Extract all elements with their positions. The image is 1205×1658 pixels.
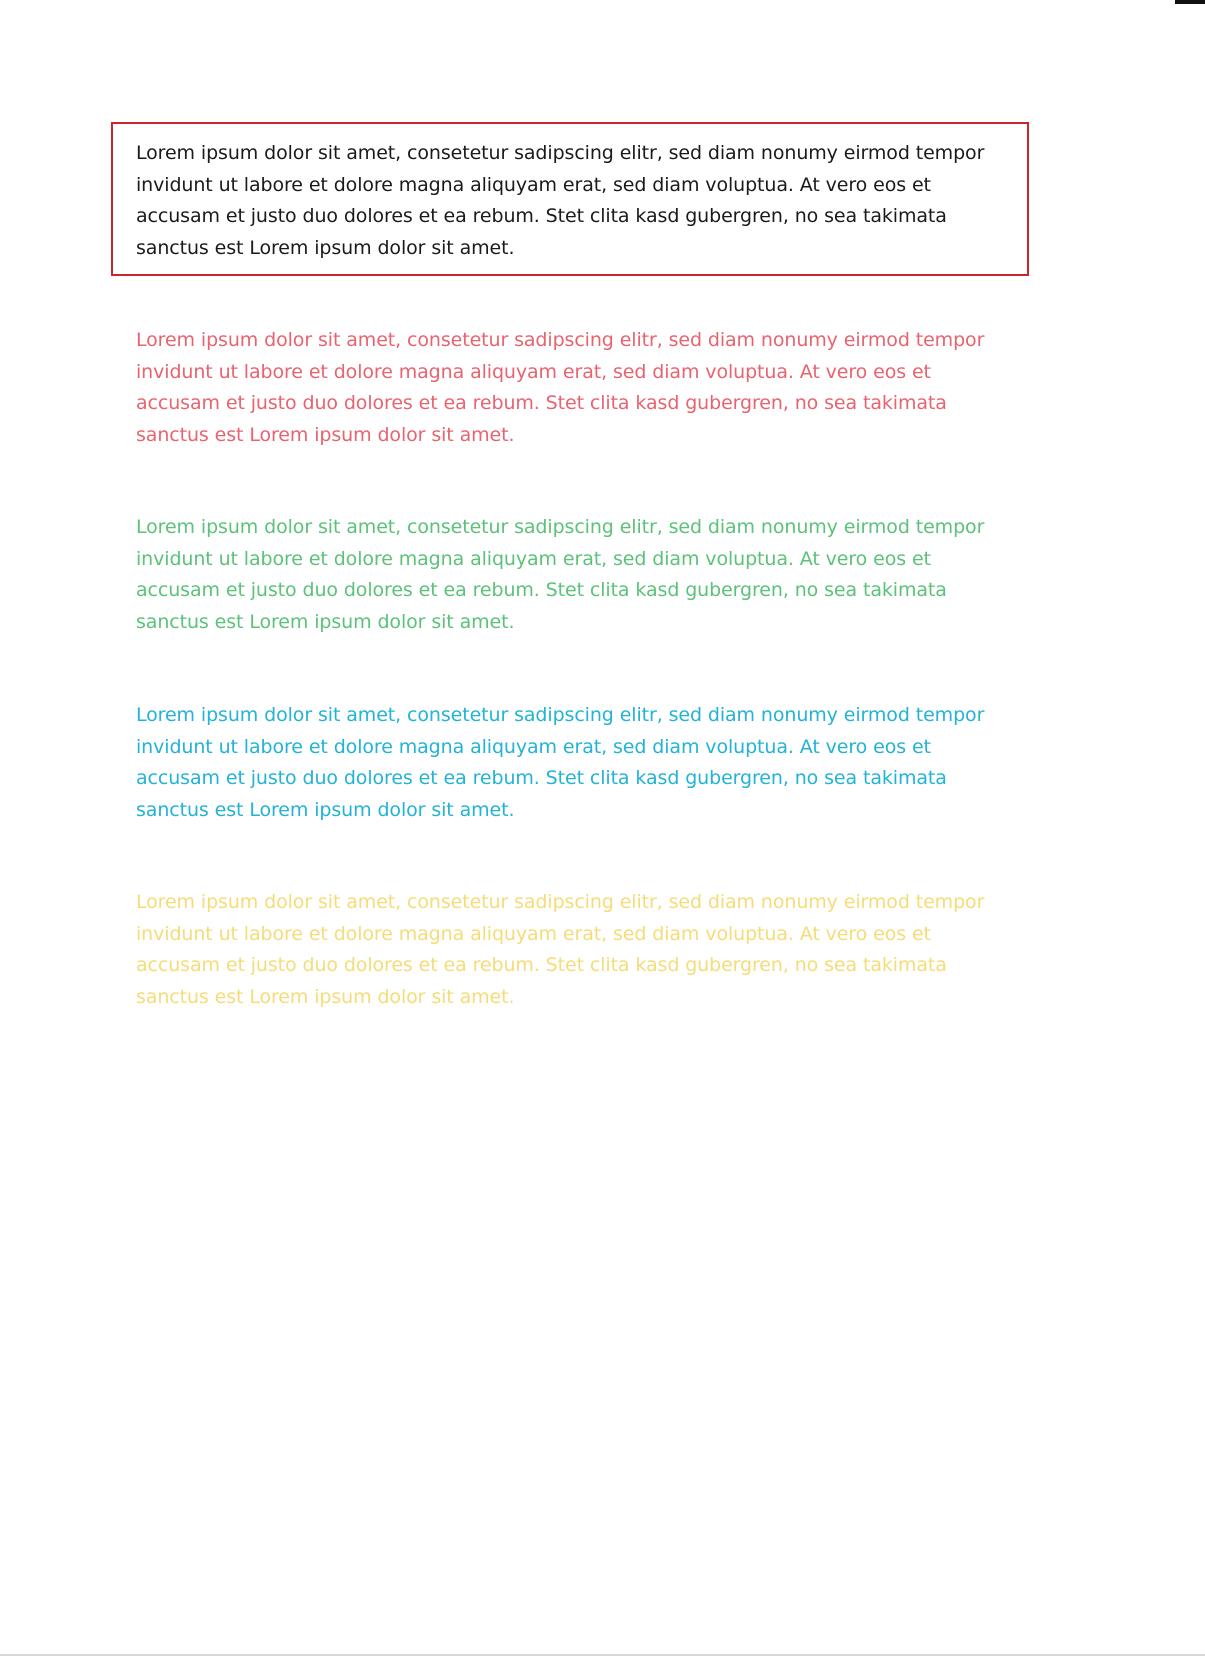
scan-corner-mark <box>1175 0 1205 4</box>
scan-bottom-edge <box>0 1654 1205 1656</box>
paragraph-black: Lorem ipsum dolor sit amet, consetetur sadipscing elitr, sed diam nonumy eirmod tempor invidunt ut labore et dolore magna aliquyam erat, sed diam voluptua. At vero eos et accusam et justo duo dolores et ea rebum. Stet clita kasd gubergren, no sea takimata sanctus est Lorem ipsum dolor sit amet. <box>136 142 985 259</box>
paragraph-red: Lorem ipsum dolor sit amet, consetetur sadipscing elitr, sed diam nonumy eirmod tempor invidunt ut labore et dolore magna aliquyam erat, sed diam voluptua. At vero eos et accusam et justo duo dolores et ea rebum. Stet clita kasd gubergren, no sea takimata sanctus est Lorem ipsum dolor sit amet. <box>136 329 985 446</box>
paragraph-cyan: Lorem ipsum dolor sit amet, consetetur sadipscing elitr, sed diam nonumy eirmod tempor invidunt ut labore et dolore magna aliquyam erat, sed diam voluptua. At vero eos et accusam et justo duo dolores et ea rebum. Stet clita kasd gubergren, no sea takimata sanctus est Lorem ipsum dolor sit amet. <box>136 704 985 821</box>
paragraph-green: Lorem ipsum dolor sit amet, consetetur sadipscing elitr, sed diam nonumy eirmod tempor invidunt ut labore et dolore magna aliquyam erat, sed diam voluptua. At vero eos et accusam et justo duo dolores et ea rebum. Stet clita kasd gubergren, no sea takimata sanctus est Lorem ipsum dolor sit amet. <box>136 516 985 633</box>
paragraph-yellow: Lorem ipsum dolor sit amet, consetetur sadipscing elitr, sed diam nonumy eirmod tempor invidunt ut labore et dolore magna aliquyam erat, sed diam voluptua. At vero eos et accusam et justo duo dolores et ea rebum. Stet clita kasd gubergren, no sea takimata sanctus est Lorem ipsum dolor sit amet. <box>136 891 985 1008</box>
